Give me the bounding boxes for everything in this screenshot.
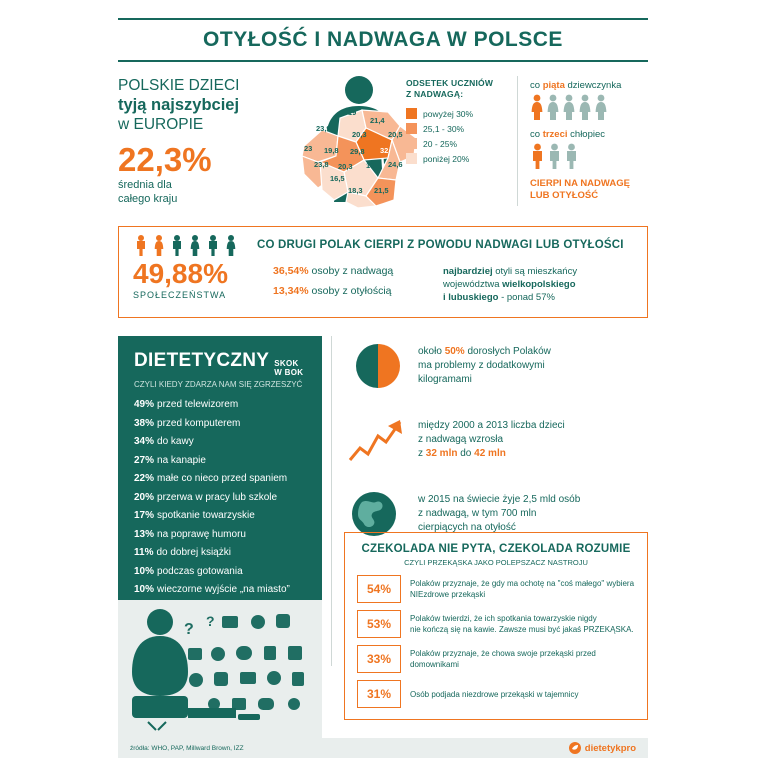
- map-value: 23,9: [316, 124, 331, 133]
- fact-trend-line-2: z nadwagą wzrosła: [418, 434, 504, 445]
- fact-pie-text: [418, 345, 551, 387]
- chocolate-row: [357, 610, 635, 638]
- chocolate-row-line-1: Polaków przyznaje, że chowa swoje przekąski przed domownikami: [410, 649, 596, 669]
- chocolate-percent-badge: 54%: [357, 575, 401, 603]
- map-value: 24,6: [388, 160, 403, 169]
- children-average-caption-line-1: średnia dla: [118, 179, 172, 191]
- section-children-obesity: [118, 70, 648, 218]
- note-line-3-rest: - ponad 57%: [498, 292, 555, 303]
- legend-item: [406, 138, 516, 149]
- breakdown-item: [273, 285, 443, 297]
- map-value: 20,3: [352, 130, 367, 139]
- fact-trend-pre: z: [418, 448, 426, 459]
- chocolate-row-line-1: Osób podjada niezdrowe przekąski w tajemnicy: [410, 689, 579, 699]
- item-percent: 22%: [134, 473, 155, 484]
- map-value: 21,5: [374, 186, 389, 195]
- fact-trend-from: 32 mln: [425, 448, 458, 459]
- item-percent: 38%: [134, 417, 155, 429]
- green-panel-title: [134, 350, 308, 377]
- fact-pie-line-3: kilogramami: [418, 374, 472, 385]
- green-panel-title-main: DIETETYCZNY: [134, 350, 270, 371]
- green-panel-title-small-l2: W BOK: [274, 368, 304, 377]
- list-item: [134, 473, 308, 484]
- legend-label: 20 - 25%: [423, 138, 458, 149]
- item-label: do dobrej książki: [156, 547, 231, 558]
- couch-illustration: [118, 600, 322, 738]
- girls-stat-text: [530, 80, 650, 91]
- fact-pie-pre: około: [418, 346, 445, 357]
- note-rest: otyli są mieszkańcy: [492, 266, 578, 277]
- item-label: przed telewizorem: [157, 399, 239, 410]
- boys-stat-pre: co: [530, 129, 543, 140]
- band2-title: CO DRUGI POLAK CIERPI Z POWODU NADWAGI LUB OTYŁOŚCI: [257, 239, 624, 251]
- fact-pie-post: dorosłych Polaków: [464, 346, 551, 357]
- chocolate-row-line-1: Polaków twierdzi, że ich spotkania towarzyskie nigdy: [410, 614, 597, 623]
- legend-swatch-icon: [406, 108, 417, 119]
- section-facts: [344, 336, 648, 558]
- sources-text: źródła: WHO, PAP, Millward Brown, IZZ: [130, 744, 244, 752]
- list-item: [134, 529, 308, 540]
- leaf-icon: [569, 742, 581, 754]
- map-value: 20,3: [338, 162, 353, 171]
- band2-body: [119, 256, 647, 305]
- column-divider: [331, 336, 332, 666]
- children-average-caption-line-2: całego kraju: [118, 193, 178, 205]
- female-icon: [562, 94, 576, 120]
- girls-icon-row: [530, 94, 650, 120]
- chocolate-row: [357, 645, 635, 673]
- girls-stat-key: piąta: [542, 80, 565, 91]
- boys-stat-post: chłopiec: [567, 129, 606, 140]
- legend-item: [406, 123, 516, 134]
- chocolate-percent-badge: 31%: [357, 680, 401, 708]
- item-percent: 10%: [134, 584, 155, 595]
- legend-swatch-icon: [406, 123, 417, 134]
- fact-trend-line-3: [418, 447, 565, 461]
- list-item: [134, 510, 308, 521]
- map-value: 19,8: [324, 146, 339, 155]
- page-title: OTYŁOŚĆ I NADWAGA W POLSCE: [203, 28, 563, 51]
- list-item: [134, 566, 308, 577]
- item-label: na kanapie: [157, 454, 206, 466]
- chocolate-percent-badge: 53%: [357, 610, 401, 638]
- legend-label: 25,1 - 30%: [423, 123, 465, 134]
- fact-trend-to: 42 mln: [474, 448, 506, 459]
- svg-text:?: ?: [184, 621, 194, 638]
- item-label: przed komputerem: [157, 417, 241, 429]
- map-value: 21,4: [370, 116, 385, 125]
- male-icon: [530, 143, 545, 169]
- map-value: 19: [348, 108, 357, 117]
- item-label: przerwa w pracy lub szkole: [157, 491, 278, 503]
- brand-name: [585, 743, 636, 754]
- item-percent: 17%: [134, 510, 155, 521]
- legend-swatch-icon: [406, 138, 417, 149]
- note-line-2: [443, 278, 633, 291]
- legend-label: powyżej 30%: [423, 108, 474, 119]
- band2-main-stat: [133, 258, 273, 305]
- map-value: 23: [304, 144, 313, 153]
- green-panel-title-small-l1: SKOK: [274, 359, 299, 368]
- map-value: 23,8: [314, 160, 329, 169]
- legend-title-line-1: ODSETEK UCZNIÓW: [406, 78, 494, 88]
- band2-breakdown: [273, 258, 443, 305]
- item-label: wieczorne wyjście „na miasto”: [157, 584, 290, 595]
- map-value: 18: [366, 161, 375, 170]
- fact-pie-highlight: 50%: [444, 346, 465, 357]
- item-label: małe co nieco przed spaniem: [157, 473, 288, 484]
- legend-list: [406, 108, 516, 164]
- chocolate-row-line-2: NIEzdrowe przekąski: [410, 590, 486, 599]
- list-item: [134, 584, 308, 595]
- list-item: [134, 399, 308, 410]
- chocolate-row-text: [410, 578, 634, 600]
- chocolate-subtitle: CZYLI PRZEKĄSKA JAKO POLEPSZACZ NASTROJU: [404, 558, 588, 567]
- breakdown-value: 36,54%: [273, 265, 309, 277]
- headline-line-2: tyją najszybciej: [118, 96, 240, 114]
- legend-swatch-icon: [406, 153, 417, 164]
- fact-globe-line-1: w 2015 na świecie żyje 2,5 mld osób: [418, 494, 581, 505]
- children-average-percent: 22,3%: [118, 141, 212, 178]
- trend-up-icon: [344, 410, 418, 470]
- chocolate-percent-badge: 33%: [357, 645, 401, 673]
- note-keyword: najbardziej: [443, 266, 493, 277]
- breakdown-label: osoby z otyłością: [311, 285, 392, 297]
- society-percent: 49,88%: [133, 258, 228, 289]
- female-icon: [594, 94, 608, 120]
- diet-slip-list: [134, 399, 308, 595]
- female-icon: [530, 94, 544, 120]
- page-footer: [118, 738, 648, 758]
- list-item: [134, 547, 308, 558]
- children-average-caption: [118, 178, 298, 206]
- map-value: 32: [380, 146, 389, 155]
- girls-stat-post: dziewczynka: [564, 80, 622, 91]
- top-divider: [517, 76, 518, 206]
- map-value: 20,5: [388, 130, 403, 139]
- chocolate-row-line-1: Polaków przyznaje, że gdy ma ochotę na "coś małego" wybiera: [410, 579, 635, 588]
- map-value: 29,8: [350, 147, 365, 156]
- list-item: [134, 455, 308, 466]
- fact-pie: [344, 336, 648, 396]
- item-label: spotkanie towarzyskie: [157, 510, 255, 521]
- green-panel-subtitle: CZYLI KIEDY ZDARZA NAM SIĘ ZGRZESZYĆ: [134, 380, 303, 389]
- item-label: podczas gotowania: [157, 565, 243, 577]
- boys-stat-key: trzeci: [542, 129, 568, 140]
- item-percent: 11%: [134, 547, 154, 558]
- item-percent: 34%: [134, 436, 155, 447]
- chocolate-row-text: [410, 613, 634, 635]
- chocolate-row-text: [410, 689, 579, 700]
- band2-note: [443, 258, 633, 305]
- list-item: [134, 492, 308, 503]
- fact-globe-text: [418, 493, 580, 535]
- breakdown-label: osoby z nadwagą: [311, 265, 394, 277]
- fact-globe-line-2: z nadwagą, w tym 700 mln: [418, 508, 537, 519]
- society-percent-caption: SPOŁECZEŃSTWA: [133, 290, 227, 300]
- map-value: 18,3: [348, 186, 363, 195]
- section-diet-slip: [118, 336, 322, 600]
- note-line-2-pre: województwa: [443, 279, 503, 290]
- brand-name-part-1: dietetyk: [584, 742, 621, 754]
- item-percent: 13%: [134, 528, 155, 540]
- breakdown-value: 13,34%: [273, 285, 309, 297]
- chocolate-row: [357, 680, 635, 708]
- note-line-3: [443, 291, 633, 304]
- people-row-icon: [133, 234, 245, 256]
- map-value: 16,5: [330, 174, 345, 183]
- fact-trend-mid: do: [457, 448, 475, 459]
- female-icon: [578, 94, 592, 120]
- green-panel-title-small: [274, 359, 303, 377]
- headline-line-1: POLSKIE DZIECI: [118, 77, 240, 94]
- gender-stats-conclusion-line-1: CIERPI NA NADWAGĘ: [530, 178, 630, 189]
- band2-header: [119, 227, 647, 256]
- map-legend: [406, 78, 516, 168]
- fact-pie-line-1: [418, 345, 551, 359]
- note-line-1: [443, 265, 633, 278]
- fact-trend-text: [418, 419, 565, 461]
- gender-stats-block: [530, 80, 650, 202]
- chocolate-title: CZEKOLADA NIE PYTA, CZEKOLADA ROZUMIE: [361, 543, 631, 555]
- list-item: [134, 436, 308, 447]
- male-icon: [564, 143, 579, 169]
- legend-item: [406, 153, 516, 164]
- item-label: do kawy: [157, 436, 194, 447]
- svg-text:?: ?: [206, 613, 215, 629]
- legend-item: [406, 108, 516, 119]
- male-icon: [547, 143, 562, 169]
- note-line-3-bold: i lubuskiego: [443, 292, 499, 303]
- chocolate-row: [357, 575, 635, 603]
- item-percent: 49%: [134, 399, 155, 410]
- page-header: [118, 18, 648, 62]
- fact-trend-line-1: między 2000 a 2013 liczba dzieci: [418, 420, 565, 431]
- section-chocolate: [344, 532, 648, 720]
- chocolate-row-line-2: nie kończą się na kawie. Zawsze musi być jakaś PRZEKĄSKA.: [410, 625, 634, 634]
- note-line-2-bold: wielkopolskiego: [502, 279, 576, 290]
- fact-trend: [344, 410, 648, 470]
- breakdown-item: [273, 265, 443, 277]
- chocolate-row-text: [410, 648, 635, 670]
- brand-logo[interactable]: [569, 742, 636, 754]
- legend-title-line-2: Z NADWAGĄ:: [406, 89, 464, 99]
- item-percent: 20%: [134, 491, 155, 503]
- pie-chart-icon: [344, 336, 418, 396]
- children-headline-block: [118, 76, 298, 206]
- boys-stat-text: [530, 129, 650, 140]
- legend-label: poniżej 20%: [423, 153, 470, 164]
- headline-line-3: w EUROPIE: [118, 116, 204, 133]
- item-percent: 27%: [134, 454, 155, 466]
- fact-globe-line-3: cierpiących na otyłość: [418, 522, 516, 533]
- item-label: na poprawę humoru: [157, 528, 246, 540]
- section-adult-overweight: [118, 226, 648, 318]
- gender-stats-conclusion-line-2: LUB OTYŁOŚĆ: [530, 190, 599, 201]
- list-item: [134, 418, 308, 429]
- girls-stat-pre: co: [530, 80, 543, 91]
- fact-pie-line-2: ma problemy z dodatkowymi: [418, 360, 545, 371]
- boys-icon-row: [530, 143, 650, 169]
- brand-name-part-2: pro: [620, 742, 636, 754]
- item-percent: 10%: [134, 565, 155, 577]
- lounging-person-illustration: [118, 600, 322, 738]
- female-icon: [546, 94, 560, 120]
